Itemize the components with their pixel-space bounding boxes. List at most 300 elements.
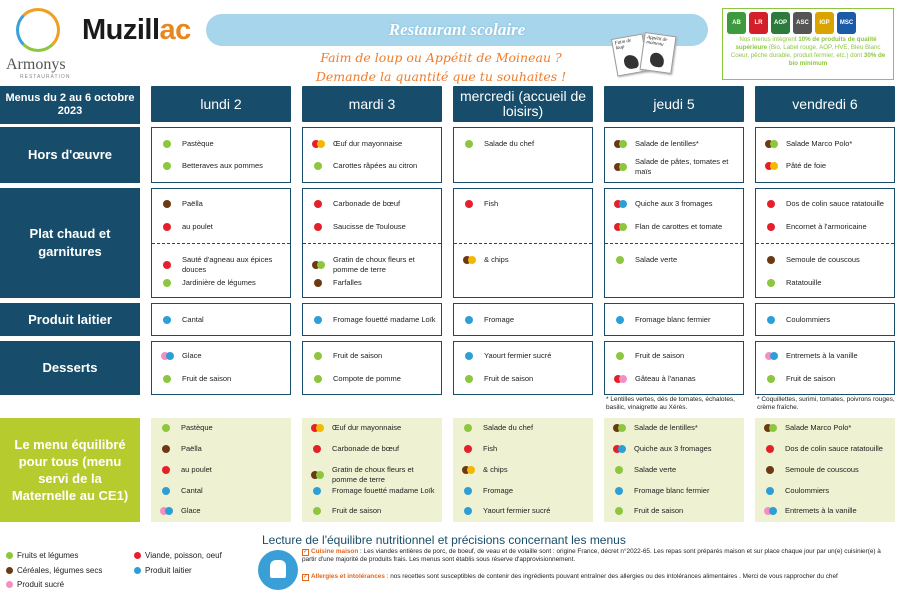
- menu-item: [151, 506, 287, 516]
- menu-item-label: Flan de carottes et tomate: [635, 222, 723, 231]
- menu-item: [605, 315, 739, 325]
- blue-dot: [465, 352, 473, 360]
- food-group-dots: [755, 445, 785, 453]
- wolf-icon: [623, 54, 639, 70]
- green-dot: [767, 279, 775, 287]
- menu-item: [152, 255, 286, 275]
- menu-item-label: Carottes râpées au citron: [333, 161, 418, 170]
- brown-dot: [162, 445, 170, 453]
- food-group-dots: [605, 316, 635, 324]
- menu-item-label: Cantal: [181, 486, 203, 495]
- legend-item: [6, 580, 64, 589]
- menu-item-label: Pastèque: [182, 139, 214, 148]
- blue-dot: [166, 352, 174, 360]
- green-dot: [767, 375, 775, 383]
- divider: [756, 243, 894, 244]
- cell-desserts: [453, 341, 593, 395]
- blue-dot: [616, 316, 624, 324]
- menu-item: [152, 315, 286, 325]
- menu-item-label: Fruit de saison: [484, 374, 534, 383]
- menu-item-label: Salade de pâtes, tomates et maïs: [635, 157, 729, 176]
- yellow-dot: [316, 424, 324, 432]
- green-dot: [615, 507, 623, 515]
- food-group-dots: [454, 375, 484, 383]
- divider: [152, 243, 290, 244]
- yellow-dot: [317, 140, 325, 148]
- blue-dot: [163, 316, 171, 324]
- legend-label: Produit laitier: [145, 566, 192, 575]
- food-group-dots: [454, 200, 484, 208]
- menu-item-label: Salade Marco Polo*: [786, 139, 853, 148]
- blue-dot: [314, 316, 322, 324]
- red-dot: [313, 445, 321, 453]
- menu-item-label: Fruit de saison: [333, 351, 383, 360]
- menu-item-label: Fruit de saison: [182, 374, 232, 383]
- menu-item: [454, 255, 588, 265]
- cell-plat: [453, 188, 593, 298]
- menu-item-label: Saucisse de Toulouse: [333, 222, 406, 231]
- menu-item-label: Dos de colin sauce ratatouille: [786, 199, 884, 208]
- menu-item-label: Semoule de couscous: [786, 255, 860, 264]
- cell-plat: [755, 188, 895, 298]
- green-dot: [163, 375, 171, 383]
- menu-item-label: Fruit de saison: [635, 351, 685, 360]
- food-group-dots: [605, 223, 635, 231]
- menu-item-label: Yaourt fermier sucré: [484, 351, 552, 360]
- green-dot: [619, 140, 627, 148]
- menu-item-label: & chips: [484, 255, 509, 264]
- food-group-dots: [302, 424, 332, 432]
- blue-dot: [165, 507, 173, 515]
- menu-item: [151, 423, 287, 433]
- food-group-dots: [756, 140, 786, 148]
- menu-item-label: Pâté de foie: [786, 161, 827, 170]
- menu-item: [756, 255, 890, 265]
- menu-item: [302, 444, 438, 454]
- brown-dot: [766, 466, 774, 474]
- armonys-name: Armonys: [6, 56, 66, 73]
- menu-item: [151, 486, 287, 496]
- cell-hors-doeuvre: [302, 127, 442, 183]
- green-dot: [316, 471, 324, 479]
- menu-item-label: Ratatouille: [786, 278, 822, 287]
- menu-item-label: Œuf dur mayonnaise: [332, 423, 402, 432]
- menu-item: [453, 486, 589, 496]
- menu-item: [303, 315, 437, 325]
- food-group-dots: [454, 316, 484, 324]
- food-group-dots: [303, 200, 333, 208]
- menu-item-label: Entremets à la vanille: [785, 506, 857, 515]
- food-group-dots: [152, 316, 182, 324]
- green-dot: [618, 424, 626, 432]
- red-dot: [314, 200, 322, 208]
- menu-item: [755, 506, 891, 516]
- menu-item: [756, 161, 890, 171]
- food-group-dots: [604, 487, 634, 495]
- menu-item: [303, 351, 437, 361]
- day-header-mardi: mardi 3: [302, 86, 442, 122]
- blue-dot: [464, 507, 472, 515]
- cell-desserts: [302, 341, 442, 395]
- food-group-dots: [605, 140, 635, 148]
- red-dot: [163, 261, 171, 269]
- menu-item: [756, 222, 890, 232]
- quality-logos: [723, 9, 893, 34]
- card-label: Faim de loup: [614, 38, 632, 52]
- menu-item: [303, 222, 437, 232]
- page-title: Restaurant scolaire: [388, 20, 526, 39]
- quality-logo-icon: IGP: [815, 12, 834, 34]
- green-dot: [769, 424, 777, 432]
- menu-item: [604, 486, 740, 496]
- menu-item-label: Coulommiers: [785, 486, 830, 495]
- menu-item-label: Fish: [483, 444, 498, 453]
- blue-dot: [766, 487, 774, 495]
- cell-plat: [302, 188, 442, 298]
- food-group-dots: [756, 200, 786, 208]
- row-header-equilibre: Le menu équilibré pour tous (menu servi de la Maternelle au CE1): [0, 418, 140, 522]
- green-dot: [465, 140, 473, 148]
- menu-item: [604, 506, 740, 516]
- menu-item: [152, 374, 286, 384]
- red-dot: [767, 200, 775, 208]
- menu-item-label: Betteraves aux pommes: [182, 161, 263, 170]
- info-cuisine-text: : Les viandes entières de porc, de boeuf, de veau et de volaille sont : origine France, décret n°2022-65. Les repas sont préparés maison et sur place chaque jour par un(e) cuisinier(e) à partir d'une majorité de produits frais. Les menus sont établis sous réserve d'approvisionnement.: [302, 548, 881, 563]
- quality-logo-icon: MSC: [837, 12, 856, 34]
- food-group-dots: [302, 445, 332, 453]
- blue-dot: [465, 316, 473, 324]
- green-dot: [314, 375, 322, 383]
- food-group-dots: [605, 256, 635, 264]
- food-group-dots: [151, 424, 181, 432]
- green-dot: [163, 279, 171, 287]
- tagline-1: Faim de loup ou Appétit de Moineau ?: [320, 50, 562, 65]
- menu-item-label: Compote de pomme: [333, 374, 401, 383]
- menu-item-label: Jardinière de légumes: [182, 278, 256, 287]
- food-group-dots: [152, 261, 182, 269]
- chef-hat-icon: [258, 550, 298, 590]
- food-group-dots: [152, 140, 182, 148]
- cell-desserts: [604, 341, 744, 395]
- cell-hors-doeuvre: [453, 127, 593, 183]
- food-group-dots: [152, 375, 182, 383]
- food-group-dots: [604, 445, 634, 453]
- row-header-desserts: Desserts: [0, 341, 140, 395]
- menu-item: [604, 444, 740, 454]
- blue-dot: [615, 487, 623, 495]
- menu-item-label: Gratin de choux fleurs et pomme de terre: [333, 255, 415, 274]
- day-header-vendredi: vendredi 6: [755, 86, 895, 122]
- menu-item: [756, 374, 890, 384]
- food-group-dots: [453, 445, 483, 453]
- menu-item-label: Encornet à l'armoricaine: [786, 222, 867, 231]
- menu-item: [454, 374, 588, 384]
- cell-plat: [151, 188, 291, 298]
- menu-item: [152, 139, 286, 149]
- menu-item-label: Carbonade de bœuf: [333, 199, 401, 208]
- divider: [303, 243, 441, 244]
- legend-label: Fruits et légumes: [17, 551, 79, 560]
- menu-item-label: Dos de colin sauce ratatouille: [785, 444, 883, 453]
- food-group-dots: [302, 507, 332, 515]
- cell-laitier: [453, 303, 593, 336]
- menu-item: [453, 444, 589, 454]
- food-group-dots: [454, 352, 484, 360]
- green-dot: [317, 261, 325, 269]
- brown-dot: [163, 200, 171, 208]
- legend-item: [134, 551, 222, 560]
- quality-logo-icon: LR: [749, 12, 768, 34]
- green-dot: [615, 466, 623, 474]
- blue-dot: [770, 352, 778, 360]
- legend-label: Produit sucré: [17, 580, 65, 589]
- menu-item-label: Salade verte: [635, 255, 678, 264]
- menu-item: [756, 315, 890, 325]
- day-header-mercredi: mercredi (accueil de loisirs): [453, 86, 593, 122]
- menu-item: [605, 351, 739, 361]
- red-dot: [464, 445, 472, 453]
- food-group-dots: [454, 140, 484, 148]
- checkbox-icon: ✓: [303, 549, 309, 555]
- menu-item: [756, 199, 890, 209]
- menu-item-label: Glace: [182, 351, 202, 360]
- food-group-dots: [152, 200, 182, 208]
- food-group-dots: [604, 507, 634, 515]
- menu-item-label: Œuf dur mayonnaise: [333, 139, 403, 148]
- cell-laitier: [302, 303, 442, 336]
- food-group-dots: [756, 316, 786, 324]
- footer-title: Lecture de l'équilibre nutritionnel et précisions concernant les menus: [262, 533, 626, 547]
- green-dot: [464, 424, 472, 432]
- menu-item: [454, 315, 588, 325]
- menu-item-label: Fromage: [484, 315, 515, 324]
- green-dot: [163, 140, 171, 148]
- blue-dot: [162, 487, 170, 495]
- brown-dot: [314, 279, 322, 287]
- food-group-dots: [151, 507, 181, 515]
- menu-item: [302, 465, 438, 485]
- yellow-dot: [468, 256, 476, 264]
- food-group-dots: [604, 466, 634, 474]
- bird-icon: [649, 52, 665, 68]
- menu-item-label: Quiche aux 3 fromages: [634, 444, 712, 453]
- food-group-dots: [152, 352, 182, 360]
- menu-item: [302, 423, 438, 433]
- yellow-dot: [770, 162, 778, 170]
- menu-item: [303, 199, 437, 209]
- food-group-dots: [453, 466, 483, 474]
- menu-item: [302, 486, 438, 496]
- food-group-dots: [604, 424, 634, 432]
- menu-item-label: Fish: [484, 199, 499, 208]
- chef-hat-shape: [270, 560, 286, 578]
- food-group-dots: [755, 466, 785, 474]
- food-group-dots: [303, 316, 333, 324]
- menu-item-label: Fromage fouetté madame Loïk: [333, 315, 436, 324]
- menu-item: [756, 278, 890, 288]
- food-group-dots: [605, 352, 635, 360]
- quality-text-bio: 30% de bio minimum: [788, 52, 886, 67]
- blue-dot: [313, 487, 321, 495]
- quality-text-highlight: 10% de produits de qualité supérieure: [735, 36, 877, 51]
- green-dot: [162, 424, 170, 432]
- menu-item-label: Fruit de saison: [786, 374, 836, 383]
- menu-item: [453, 465, 589, 475]
- menu-item: [152, 222, 286, 232]
- menu-item: [302, 506, 438, 516]
- row-header-hors-doeuvre: Hors d'œuvre: [0, 127, 140, 183]
- appetite-cards-illustration: [612, 32, 678, 78]
- food-group-dots: [605, 375, 635, 383]
- food-group-dots: [756, 279, 786, 287]
- card-label: Appétit de moineau: [645, 35, 668, 48]
- info-box: [302, 546, 898, 594]
- pink-dot: [619, 375, 627, 383]
- menu-item-label: Pastèque: [181, 423, 213, 432]
- food-group-dots: [303, 140, 333, 148]
- green-dot: [314, 162, 322, 170]
- menu-item-label: Salade du chef: [484, 139, 535, 148]
- quality-logo-icon: AB: [727, 12, 746, 34]
- cell-desserts: [755, 341, 895, 395]
- food-group-dots: [454, 256, 484, 264]
- quality-text-start: Nos menus intègrent: [739, 36, 799, 43]
- food-group-dots: [756, 223, 786, 231]
- food-group-dots: [756, 256, 786, 264]
- menu-item-label: au poulet: [181, 465, 212, 474]
- blue-dot: [767, 316, 775, 324]
- menu-item-label: Fromage blanc fermier: [634, 486, 710, 495]
- menu-item-label: Fromage fouetté madame Loïk: [332, 486, 435, 495]
- green-dot: [465, 375, 473, 383]
- card-appetit-moineau: [640, 32, 677, 74]
- food-group-dots: [303, 352, 333, 360]
- menu-item: [152, 278, 286, 288]
- food-group-dots: [453, 487, 483, 495]
- menu-item-label: Glace: [181, 506, 201, 515]
- food-group-dots: [302, 471, 332, 479]
- cell-hors-doeuvre: [151, 127, 291, 183]
- info-allergies-text: : nos recettes sont susceptibles de contenir des ingrédients pouvant entraîner des allergies ou des intolérances alimentaires . Merci de vous rapprocher du chef: [384, 573, 838, 580]
- cell-desserts: [151, 341, 291, 395]
- info-allergies-label: Allergies et intolérances: [311, 573, 385, 580]
- legend-label: Viande, poisson, oeuf: [145, 551, 222, 560]
- menu-item: [303, 255, 437, 275]
- tagline-2: Demande la quantité que tu souhaites !: [315, 69, 567, 84]
- menu-item: [152, 199, 286, 209]
- day-header-lundi: lundi 2: [151, 86, 291, 122]
- green-dot: [616, 352, 624, 360]
- food-group-dots: [755, 487, 785, 495]
- cell-equilibre: [151, 418, 291, 522]
- food-group-dots: [152, 162, 182, 170]
- muzillac-logo-suffix: ac: [159, 14, 191, 46]
- armonys-ring-icon: [16, 8, 60, 52]
- green-dot: [6, 552, 13, 559]
- menu-item-label: Gratin de choux fleurs et pomme de terre: [332, 465, 414, 484]
- menu-item: [152, 161, 286, 171]
- menu-item-label: Salade du chef: [483, 423, 534, 432]
- green-dot: [314, 352, 322, 360]
- armonys-subtitle: RESTAURATION: [20, 74, 71, 80]
- note-vendredi: * Coquillettes, surimi, tomates, poivrons rouges, crème fraîche.: [757, 396, 895, 411]
- quality-label-box: [722, 8, 894, 80]
- legend-item: [6, 566, 102, 575]
- menu-item-label: Yaourt fermier sucré: [483, 506, 551, 515]
- red-dot: [766, 445, 774, 453]
- menu-item: [756, 139, 890, 149]
- info-allergies: [302, 573, 894, 581]
- row-header-laitier: Produit laitier: [0, 303, 140, 336]
- menu-item: [755, 444, 891, 454]
- menu-item: [303, 374, 437, 384]
- menu-item-label: Paëlla: [182, 199, 203, 208]
- menu-item: [303, 278, 437, 288]
- note-jeudi: * Lentilles vertes, dés de tomates, échalotes, basilic, vinaigrette au Xérès.: [606, 396, 735, 411]
- cell-hors-doeuvre: [604, 127, 744, 183]
- menu-item-label: Fruit de saison: [332, 506, 382, 515]
- cell-laitier: [151, 303, 291, 336]
- menu-item: [755, 423, 891, 433]
- menu-item-label: Semoule de couscous: [785, 465, 859, 474]
- menu-item: [454, 351, 588, 361]
- blue-dot: [619, 200, 627, 208]
- menu-item: [755, 486, 891, 496]
- menu-item: [605, 139, 739, 149]
- menu-item: [605, 222, 739, 232]
- food-group-dots: [756, 352, 786, 360]
- blue-dot: [464, 487, 472, 495]
- food-group-dots: [303, 279, 333, 287]
- food-group-dots: [152, 279, 182, 287]
- menu-item-label: Farfalles: [333, 278, 362, 287]
- menu-item-label: Coulommiers: [786, 315, 831, 324]
- menu-item: [152, 351, 286, 361]
- food-group-dots: [303, 223, 333, 231]
- menu-item: [604, 423, 740, 433]
- menu-item-label: Fromage: [483, 486, 514, 495]
- menu-item-label: Salade Marco Polo*: [785, 423, 852, 432]
- cell-hors-doeuvre: [755, 127, 895, 183]
- cell-laitier: [604, 303, 744, 336]
- menu-item: [303, 161, 437, 171]
- red-dot: [162, 466, 170, 474]
- food-group-dots: [151, 445, 181, 453]
- food-group-dots: [605, 200, 635, 208]
- blue-dot: [769, 507, 777, 515]
- menu-item: [756, 351, 890, 361]
- menu-item: [303, 139, 437, 149]
- divider: [454, 243, 592, 244]
- cell-laitier: [755, 303, 895, 336]
- menu-item-label: Fruit de saison: [634, 506, 684, 515]
- menu-item-label: Cantal: [182, 315, 204, 324]
- menu-item: [605, 157, 739, 177]
- food-group-dots: [303, 375, 333, 383]
- food-group-dots: [152, 223, 182, 231]
- menu-item-label: & chips: [483, 465, 508, 474]
- menu-item-label: Salade de lentilles*: [634, 423, 698, 432]
- food-group-dots: [756, 162, 786, 170]
- cell-equilibre: [453, 418, 593, 522]
- food-group-dots: [755, 424, 785, 432]
- menu-item-label: Fromage blanc fermier: [635, 315, 711, 324]
- muzillac-logo: [82, 14, 191, 47]
- quality-logo-icon: ASC: [793, 12, 812, 34]
- pink-dot: [6, 581, 13, 588]
- brown-dot: [767, 256, 775, 264]
- menu-item-label: Gâteau à l'ananas: [635, 374, 696, 383]
